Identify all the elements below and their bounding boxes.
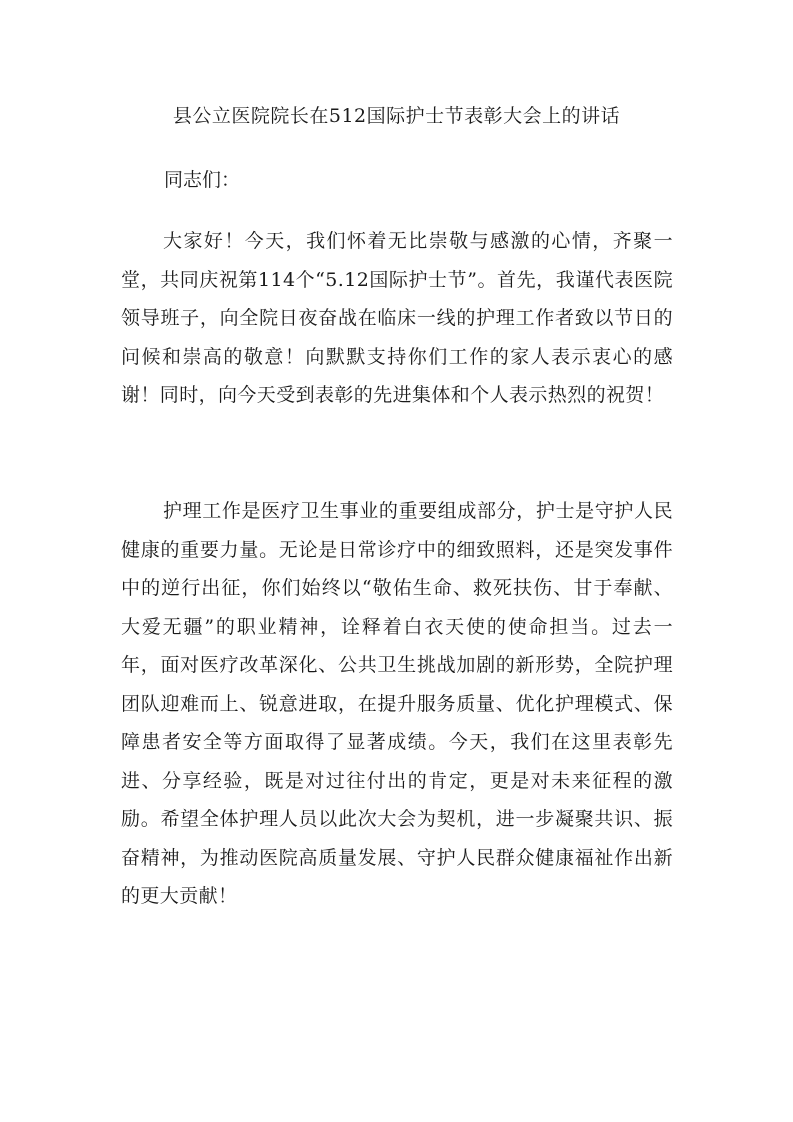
- paragraph-opening: 大家好！今天，我们怀着无比崇敬与感激的心情，齐聚一堂，共同庆祝第114个“5.12国际护士节”。首先，我谨代表医院领导班子，向全院日夜奋战在临床一线的护理工作者致以节日的问候和崇高的敬意！向默默支持你们工作的家人表示衷心的感谢！同时，向今天受到表彰的先进集体和个人表示热烈的祝贺！: [121, 230, 673, 406]
- document-title: 县公立医院院长在512国际护士节表彰大会上的讲话: [172, 105, 621, 127]
- salutation: 同志们：: [164, 169, 241, 191]
- paragraph-body: 护理工作是医疗卫生事业的重要组成部分，护士是守护人民健康的重要力量。无论是日常诊疗中的细致照料，还是突发事件中的逆行出征，你们始终以“敬佑生命、救死扶伤、甘于奉献、大爱无疆”的职业精神，诠释着白衣天使的使命担当。过去一年，面对医疗改革深化、公共卫生挑战加剧的新形势，全院护理团队迎难而上、锐意进取，在提升服务质量、优化护理模式、保障患者安全等方面取得了显著成绩。今天，我们在这里表彰先进、分享经验，既是对过往付出的肯定，更是对未来征程的激励。希望全体护理人员以此次大会为契机，进一步凝聚共识、振奋精神，为推动医院高质量发展、守护人民群众健康福祉作出新的更大贡献！: [121, 500, 673, 907]
